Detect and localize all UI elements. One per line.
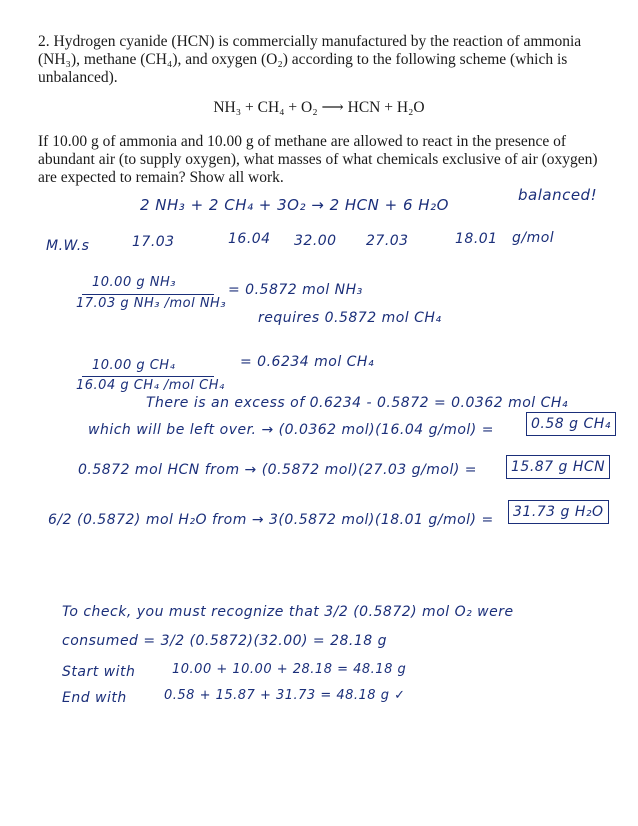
nh3-numerator: 10.00 g NH₃: [92, 275, 176, 290]
mw-unit: g/mol: [512, 230, 555, 246]
mw-hcn: 27.03: [366, 233, 409, 249]
ch4-numerator: 10.00 g CH₄: [92, 358, 176, 373]
nh3-fraction-bar: [82, 294, 214, 295]
reaction-equation: NH₃ + CH₄ + O₂ ⟶ HCN + H₂O: [213, 99, 425, 116]
check-line-2: consumed = 3/2 (0.5872)(32.00) = 28.18 g: [62, 633, 388, 649]
check-line-1: To check, you must recognize that 3/2 (0.5872) mol O₂ were: [62, 604, 514, 620]
excess-line-1: There is an excess of 0.6234 - 0.5872 = 0.0362 mol CH₄: [146, 395, 569, 411]
balanced-equation: 2 NH₃ + 2 CH₄ + 3O₂ → 2 HCN + 6 H₂O: [140, 196, 449, 214]
ch4-fraction-bar: [82, 376, 214, 377]
mw-h2o: 18.01: [455, 231, 498, 247]
excess-line-2: which will be left over. → (0.0362 mol)(16.04 g/mol) =: [88, 422, 494, 438]
start-label: Start with: [62, 664, 136, 680]
nh3-denominator: 17.03 g NH₃ /mol NH₃: [76, 296, 227, 311]
end-sum: 0.58 + 15.87 + 31.73 = 48.18 g ✓: [164, 688, 406, 703]
ch4-result: = 0.6234 mol CH₄: [240, 354, 375, 370]
nh3-result: = 0.5872 mol NH₃: [228, 282, 363, 298]
question-intro: 2. Hydrogen cyanide (HCN) is commercially manufactured by the reaction of ammonia (NH₃), methane (CH₄), and oxygen (O₂) according to the following scheme (which is unbalanced).: [38, 33, 582, 86]
hcn-line: 0.5872 mol HCN from → (0.5872 mol)(27.03 g/mol) =: [78, 462, 478, 478]
balanced-note: balanced!: [518, 186, 598, 204]
mw-nh3: 17.03: [132, 234, 175, 250]
mw-ch4: 16.04: [228, 231, 271, 247]
requires-line: requires 0.5872 mol CH₄: [258, 310, 442, 326]
start-sum: 10.00 + 10.00 + 28.18 = 48.18 g: [172, 662, 407, 677]
excess-result-box: 0.58 g CH₄: [526, 412, 616, 436]
ch4-denominator: 16.04 g CH₄ /mol CH₄: [76, 378, 225, 393]
end-label: End with: [62, 690, 127, 706]
question-prompt: If 10.00 g of ammonia and 10.00 g of methane are allowed to react in the presence of abundant air (to supply oxygen), what masses of what chemicals exclusive of air (oxygen) are expected to remain? Show all work.: [38, 133, 598, 186]
mw-label: M.W.s: [46, 238, 90, 254]
h2o-line: 6/2 (0.5872) mol H₂O from → 3(0.5872 mol)(18.01 g/mol) =: [48, 512, 494, 528]
h2o-result-box: 31.73 g H₂O: [508, 500, 609, 524]
mw-o2: 32.00: [294, 233, 337, 249]
hcn-result-box: 15.87 g HCN: [506, 455, 610, 479]
